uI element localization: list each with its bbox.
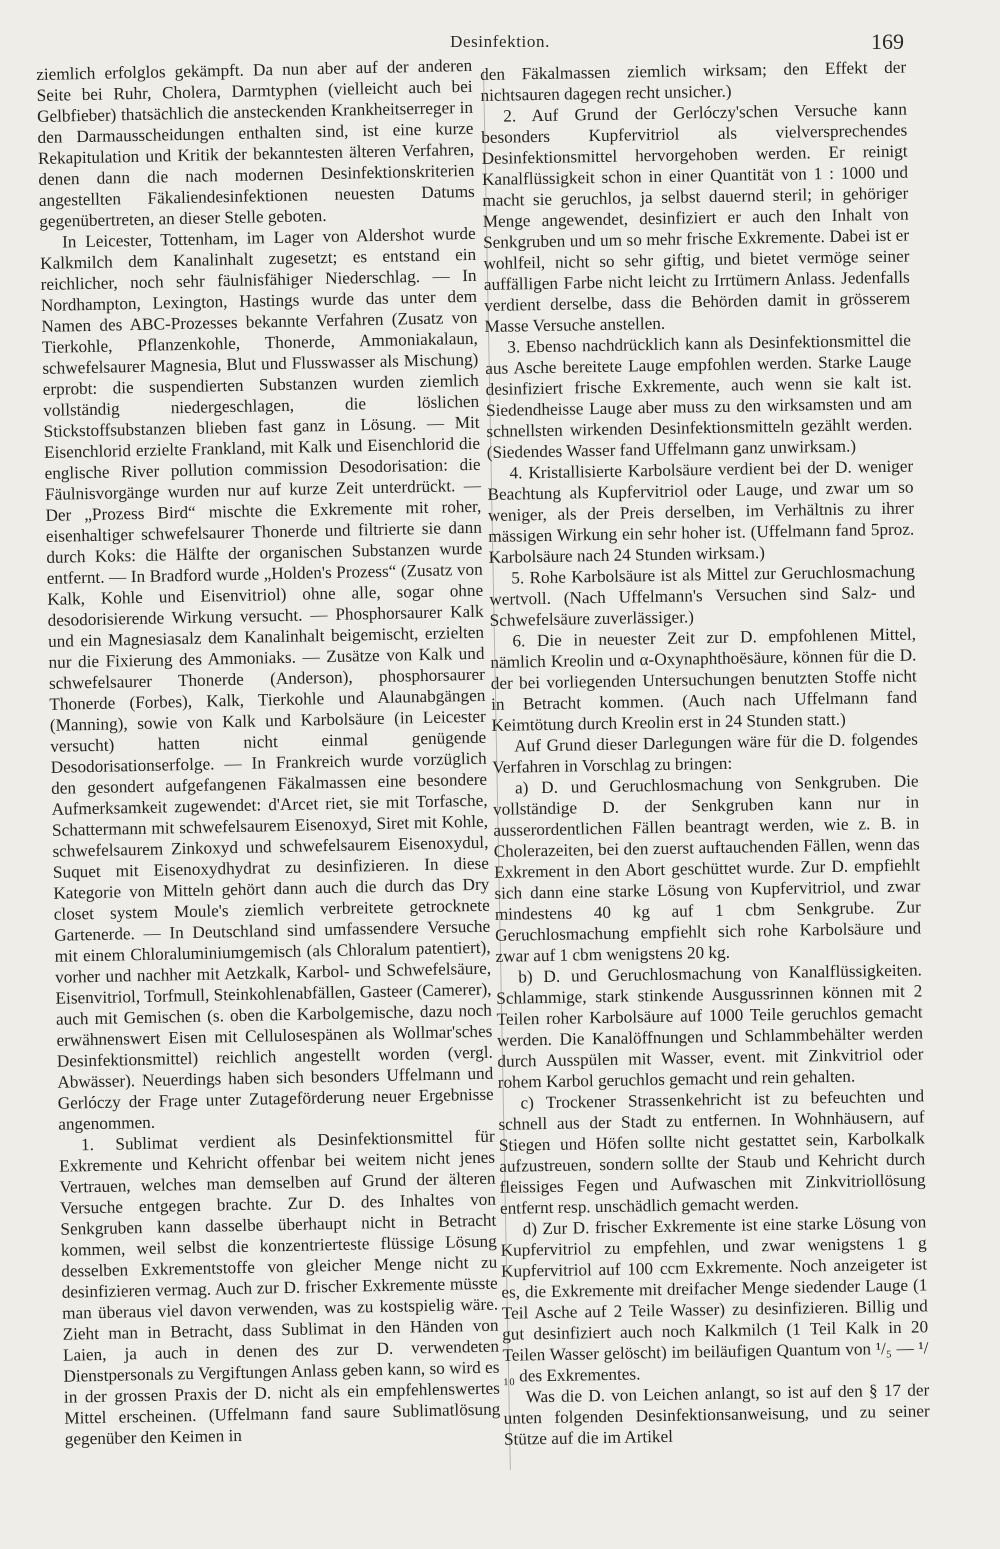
- numbered-paragraph: 6. Die in neuester Zeit zur D. empfohlenen Mittel, nämlich Kreolin und α-Oxynaphthoësäure, können für die D. der bei vorliegenden Untersuchungen benutzten Stoffe nicht in Betracht kommen. (Auch nach Uffelmann fand Keimtötung durch Kreolin erst in 24 Stunden statt.): [490, 624, 918, 735]
- paragraph: Was die D. von Leichen anlangt, so ist auf den § 17 der unten folgenden Desinfektionsanweisung, und zu seiner Stütze auf die im Artikel: [503, 1380, 930, 1449]
- lettered-paragraph: c) Trockener Strassenkehricht ist zu befeuchten und schnell aus der Stadt zu entfernen. In Wohnhäusern, auf Stiegen und Höfen sollte nicht gestattet sein, Karbolkalk aufzustreuen, sondern sollte der Staub und Kehricht durch fleissiges Fegen und Aufwaschen mit Zinkvitriollösung entfernt resp. unschädlich gemacht werden.: [498, 1086, 926, 1218]
- lettered-paragraph: d) Zur D. frischer Exkremente ist eine starke Lösung von Kupfervitriol zu empfehlen, und zwar wenigstens 1 g Kupfervitriol auf 100 ccm Exkremente. Noch anzeigeter ist es, die Exkremente mit dreifacher Menge siedender Lauge (1 Teil Asche auf 2 Teile Wasser) zu desinfizieren. Billig und gut desinfiziert auch noch Kalkmilch (1 Teil Kalk in 20 Teilen Wasser gelöscht) im beiläufigen Quantum von ¹/₅ — ¹/₁₀ des Exkrementes.: [500, 1212, 929, 1386]
- numbered-paragraph: 5. Rohe Karbolsäure ist als Mittel zur Geruchlosmachung wertvoll. (Nach Uffelmann's Versuchen sind Salz- und Schwefelsäure zuverlässiger.): [489, 561, 916, 630]
- paragraph: Auf Grund dieser Darlegungen wäre für die D. folgendes Verfahren in Vorschlag zu bringen:: [492, 729, 919, 777]
- numbered-paragraph: 4. Kristallisierte Karbolsäure verdient bei der D. weniger Beachtung als Kupfervitriol oder Lauge, und zwar um so weniger, als der Preis derselben, im Verhältnis zu ihrer mässigen Wirkung ein sehr hoher ist. (Uffelmann fand 5proz. Karbolsäure nach 24 Stunden wirksam.): [487, 456, 915, 567]
- paragraph: In Leicester, Tottenham, im Lager von Aldershot wurde Kalkmilch dem Kanalinhalt zugesetzt; es entstand ein reichlicher, noch sehr fäulnisfähiger Niederschlag. — In Nordhampton, Lexington, Hastings wurde das unter dem Namen des ABC-Prozesses bekannte Verfahren (Zusatz von Tierkohle, Pflanzenkohle, Thonerde, Ammoniakalaun, schwefelsaurer Magnesia, Blut und Flusswasser als Mischung) erprobt: die suspendierten Substanzen wurden ziemlich vollständig niedergeschlagen, die löslichen Stickstoffsubstanzen blieben fast ganz in Lösung. — Mit Eisenchlorid erzielte Frankland, mit Kalk und Eisenchlorid die englische River pollution commission Desodorisation: die Fäulnisvorgänge wurden nur auf kurze Zeit unterdrückt. — Der „Prozess Bird“ mischte die Exkremente mit roher, eisenhaltiger schwefelsaurer Thonerde und filtrierte sie dann durch Koks: die Hälfte der organischen Substanzen wurde entfernt. — In Bradford wurde „Holden's Prozess“ (Zusatz von Kalk, Kohle und Eisenvitriol) ohne alle, sogar ohne desodorisierende Wirkung versucht. — Phosphorsaurer Kalk und ein Magnesiasalz dem Kanalinhalt beigemischt, erzielten nur die Fixierung des Ammoniaks. — Zusätze von Kalk und schwefelsaurer Thonerde (Anderson), phosphorsaurer Thonerde (Forbes), Kalk, Tierkohle und Alaunabgängen (Manning), sowie von Kalk und Karbolsäure (in Leicester versucht) hatten nicht einmal genügende Desodorisationserfolge. — In Frankreich wurde vorzüglich den gesondert aufgefangenen Fäkalmassen eine besondere Aufmerksamkeit zugewendet: d'Arcet riet, sie mit Torfasche, Schattermann mit schwefelsaurem Eisenoxyd, Siret mit Kohle, schwefelsaurem Zinkoxyd und schwefelsaurem Eisenoxydul, Suquet mit Eisenoxydhydrat zu desinfizieren. In diese Kategorie von Mitteln gehört dann auch die durch das Dry closet system Moule's ziemlich verbreitete getrocknete Gartenerde. — In Deutschland sind umfassendere Versuche mit einem Chloraluminiumgemisch (als Chloralum patentiert), vorher und nachher mit Aetzkalk, Karbol- und Schwefelsäure, Eisenvitriol, Torfmull, Steinkohlenabfällen, Gasteer (Camerer), auch mit Gemischen (s. oben die Karbolgemische, dazu noch erwähnenswert Eisen mit Cellulosespänen als Wollmar'sches Desinfektionsmittel) reichlich angestellt worden (vergl. Abwässer). Neuerdings haben sich besonders Uffelmann und Gerlóczy der Frage unter Zutageförderung neuer Ergebnisse angenommen.: [39, 223, 494, 1134]
- paragraph: den Fäkalmassen ziemlich wirksam; den Effekt der nichtsauren dagegen recht unsicher.): [480, 57, 907, 105]
- lettered-paragraph: b) D. und Geruchlosmachung von Kanalflüssigkeiten. Schlammige, stark stinkende Ausgussrinnen können mit 2 Teilen roher Karbolsäure auf 1000 Teile geruchlos gemacht werden. Die Kanalöffnungen und Schlammbehälter werden durch Ausspülen mit Wasser, event. mit Zinkvitriol oder rohem Karbol geruchlos gemacht und rein gehalten.: [496, 960, 924, 1092]
- page-number: 169: [871, 29, 904, 54]
- numbered-paragraph: 3. Ebenso nachdrücklich kann als Desinfektionsmittel die aus Asche bereitete Lauge empfohlen werden. Starke Lauge desinfiziert frische Exkremente, auch wenn sie kalt ist. Siedendheisse Lauge aber muss zu den wirksamsten und am schnellsten wirkenden Desinfektionsmitteln gezählt werden. (Siedendes Wasser fand Uffelmann ganz unwirksam.): [485, 330, 913, 462]
- numbered-paragraph: 2. Auf Grund der Gerlóczy'schen Versuche kann besonders Kupfervitriol als vielversprechendes Desinfektionsmittel hervorgehoben werden. Er reinigt Kanalflüssigkeit schon in einer Quantität von 1 : 1000 und macht sie geruchlos, ja selbst dauernd steril; in gehöriger Menge angewendet, desinfiziert er auch den Inhalt von Senkgruben und um so mehr frische Exkremente. Dabei ist er wohlfeil, nicht so sehr giftig, und bietet vermöge seiner auffälligen Farbe nicht leicht zu Irrtümern Anlass. Jedenfalls verdient derselbe, dass die Behörden damit in grösserem Masse Versuche anstellen.: [481, 99, 911, 336]
- paragraph: ziemlich erfolglos gekämpft. Da nun aber auf der anderen Seite bei Ruhr, Cholera, Darmtyphen (vielleicht auch bei Gelbfieber) thatsächlich die ansteckenden Krankheitserreger in den Darmausscheidungen enthalten sind, ist eine kurze Rekapitulation und Kritik der bekanntesten älteren Verfahren, denen dann die nach modernen Desinfektionskriterien angestellten Fäkaliendesinfektionen neuesten Datums gegenübertreten, an dieser Stelle geboten.: [36, 55, 475, 231]
- paragraph: 1. Sublimat verdient als Desinfektionsmittel für Exkremente und Kehricht offenbar bei weitem nicht jenes Vertrauen, welches man demselben auf Grund der älteren Versuche entgegen brachte. Zur D. des Inhaltes von Senkgruben kann dasselbe überhaupt nicht in Betracht kommen, weil selbst die konzentrierteste flüssige Lösung desselben Exkrementstoffe von gleicher Menge nicht zu desinfizieren vermag. Auch zur D. frischer Exkremente müsste man überaus viel davon verwenden, was zu kostspielig wäre. Zieht man in Betracht, dass Sublimat in den Händen von Laien, ja auch in denen des zur D. verwendeten Dienstpersonals zu Vergiftungen Anlass geben kann, so wird es in der grossen Praxis der D. nicht als ein empfehlenswertes Mittel erscheinen. (Uffelmann fand saure Sublimatlösung gegenüber den Keimen in: [58, 1126, 501, 1449]
- left-column: [36, 55, 501, 1450]
- running-header-title: Desinfektion.: [450, 32, 550, 51]
- right-column: [480, 57, 930, 1450]
- lettered-paragraph: a) D. und Geruchlosmachung von Senkgruben. Die vollständige D. der Senkgruben kann nur in ausserordentlichen Fällen beantragt werden, wie z. B. in Cholerazeiten, bei den zuerst auftauchenden Fällen, wenn das Exkrement in den Abort geschüttet wurde. Zur D. empfiehlt sich dann eine starke Lösung von Kupfervitriol, und zwar mindestens 40 kg auf 1 cbm Senkgrube. Zur Geruchlosmachung empfiehlt sich rohe Karbolsäure und zwar auf 1 cbm wenigstens 20 kg.: [492, 771, 922, 966]
